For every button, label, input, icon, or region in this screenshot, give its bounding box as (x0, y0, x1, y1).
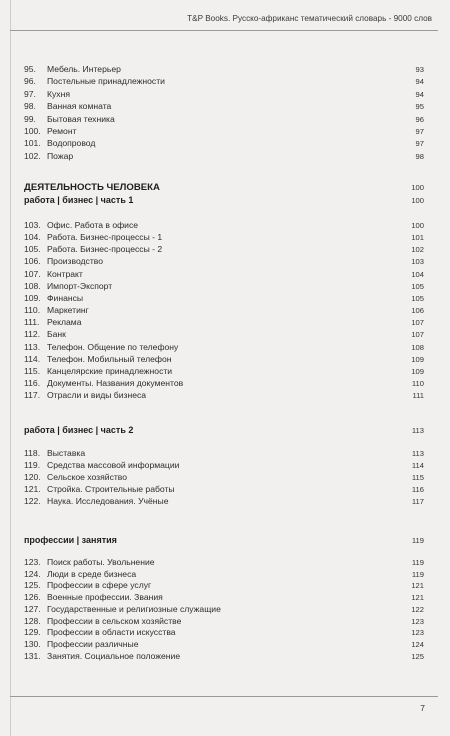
toc-entry[interactable] (24, 496, 424, 507)
toc-entry[interactable] (24, 557, 424, 568)
toc-entry-page: 96 (415, 114, 424, 124)
section-subheading[interactable] (24, 535, 424, 547)
section-subheading-page: 100 (411, 196, 424, 205)
toc-entry-number: 110. (24, 305, 41, 316)
toc-entry[interactable] (24, 616, 424, 627)
toc-entry[interactable] (24, 448, 424, 459)
toc-entry-number: 100. (24, 126, 41, 136)
toc-entry-page: 104 (411, 269, 424, 279)
toc-entry-page: 105 (411, 281, 424, 291)
toc-entry-page: 109 (411, 366, 424, 376)
running-header: T&P Books. Русско-африканс тематический словарь - 9000 слов (187, 14, 432, 23)
toc-entry-page: 113 (411, 449, 424, 458)
toc-entry-title: Военные профессии. Звания (47, 592, 163, 603)
toc-entry-page: 97 (415, 139, 424, 149)
toc-entry-title: Банк (47, 329, 66, 340)
toc-entry-number: 121. (24, 483, 41, 494)
toc-entry-page: 94 (415, 77, 424, 87)
toc-entry-number: 111. (24, 317, 40, 328)
toc-entry-page: 94 (415, 89, 424, 99)
toc-entry[interactable] (24, 138, 424, 149)
toc-entry-title: Бытовая техника (47, 113, 115, 124)
section-subheading[interactable] (24, 425, 424, 437)
toc-entry-number: 114. (24, 353, 41, 364)
toc-entry-title: Финансы (47, 292, 84, 303)
toc-entry[interactable] (24, 151, 424, 162)
toc-entry-page: 115 (411, 472, 424, 482)
toc-entry-title: Наука. Исследования. Учёные (47, 495, 169, 506)
toc-entry-page: 100 (411, 221, 424, 230)
toc-entry-number: 108. (24, 280, 41, 291)
toc-entry-page: 114 (411, 460, 424, 470)
toc-entry-page: 103 (411, 257, 424, 267)
toc-entry[interactable] (24, 460, 424, 471)
toc-entry-number: 106. (24, 256, 41, 267)
toc-entry-title: Занятия. Социальное положение (47, 650, 181, 661)
toc-entry-page: 106 (411, 306, 424, 316)
toc-entry-number: 98. (24, 101, 36, 112)
toc-entry-page: 122 (411, 604, 424, 614)
toc-entry-title: Реклама (47, 317, 82, 328)
toc-entry-number: 112. (24, 329, 41, 340)
section-subheading-title: работа | бизнес | часть 2 (24, 425, 134, 435)
toc-entry-title: Профессии в области искусства (47, 627, 176, 638)
toc-entry-page: 119 (411, 569, 424, 579)
page-number: 7 (420, 703, 425, 713)
toc-entry-number: 99. (24, 113, 36, 124)
toc-entry-title: Ванная комната (47, 101, 112, 112)
toc-entry-page: 123 (411, 628, 424, 638)
toc-entry-page: 111 (412, 391, 424, 401)
toc-entry-title: Маркетинг (47, 305, 89, 316)
toc-entry[interactable] (24, 114, 424, 125)
section-subheading-title: работа | бизнес | часть 1 (24, 195, 134, 205)
toc-entry-title: Телефон. Мобильный телефон (47, 353, 172, 364)
toc-entry-title: Телефон. Общение по телефону (47, 341, 179, 352)
section-heading[interactable] (24, 182, 424, 194)
toc-entry-title: Выставка (47, 448, 86, 458)
toc-entry[interactable] (24, 64, 424, 75)
toc-entry-number: 131. (24, 650, 41, 661)
toc-entry-number: 117. (24, 390, 41, 401)
toc-entry-page: 119 (411, 558, 424, 567)
toc-entry-number: 130. (24, 638, 41, 649)
section-heading-title: ДЕЯТЕЛЬНОСТЬ ЧЕЛОВЕКА (24, 182, 160, 193)
toc-entry-page: 102 (411, 245, 424, 255)
toc-entry[interactable] (24, 580, 424, 591)
toc-entry-number: 122. (24, 495, 41, 506)
toc-entry-number: 129. (24, 627, 41, 638)
toc-entry[interactable] (24, 220, 424, 231)
section-subheading-page: 113 (411, 426, 424, 435)
section-subheading[interactable] (24, 195, 424, 207)
toc-entry[interactable] (24, 639, 424, 650)
toc-entry[interactable] (24, 569, 424, 580)
toc-entry-title: Люди в среде бизнеса (47, 568, 137, 579)
toc-entry-page: 98 (415, 151, 424, 161)
footer-divider (10, 696, 438, 697)
toc-entry-page: 108 (411, 342, 424, 352)
toc-entry[interactable] (24, 604, 424, 615)
toc-entry-number: 104. (24, 232, 41, 243)
toc-entry-title: Работа. Бизнес-процессы - 2 (47, 244, 163, 255)
toc-entry-page: 125 (411, 651, 424, 661)
toc-entry[interactable] (24, 76, 424, 87)
toc-entry-title: Документы. Названия документов (47, 377, 184, 388)
toc-entry-title: Профессии в сельском хозяйстве (47, 615, 182, 626)
toc-entry[interactable] (24, 256, 424, 267)
toc-entry-title: Отрасли и виды бизнеса (47, 390, 147, 401)
toc-entry-title: Поиск работы. Увольнение (47, 557, 155, 567)
toc-entry-number: 125. (24, 580, 41, 591)
toc-entry-number: 113. (24, 341, 41, 352)
toc-entry[interactable] (24, 293, 424, 304)
toc-entry-number: 128. (24, 615, 41, 626)
toc-entry-title: Профессии в сфере услуг (47, 580, 152, 591)
toc-entry[interactable] (24, 101, 424, 112)
toc-entry-title: Стройка. Строительные работы (47, 483, 175, 494)
toc-entry-title: Водопровод (47, 138, 96, 149)
toc-entry[interactable] (24, 354, 424, 365)
toc-entry-title: Сельское хозяйство (47, 471, 128, 482)
toc-entry-page: 123 (411, 616, 424, 626)
toc-entry[interactable] (24, 317, 424, 328)
toc-entry-title: Средства массовой информации (47, 459, 180, 470)
toc-entry[interactable] (24, 342, 424, 353)
toc-entry[interactable] (24, 305, 424, 316)
toc-entry-number: 102. (24, 150, 41, 161)
toc-entry[interactable] (24, 89, 424, 100)
toc-entry-page: 121 (411, 593, 424, 603)
toc-entry[interactable] (24, 378, 424, 389)
toc-entry[interactable] (24, 126, 424, 137)
toc-entry-number: 101. (24, 138, 41, 149)
toc-entry[interactable] (24, 484, 424, 495)
toc-entry[interactable] (24, 281, 424, 292)
toc-entry-number: 126. (24, 592, 41, 603)
section-subheading-page: 119 (411, 536, 424, 545)
toc-entry[interactable] (24, 329, 424, 340)
toc-entry-number: 97. (24, 88, 36, 99)
toc-entry-number: 103. (24, 220, 41, 230)
toc-entry-page: 107 (411, 330, 424, 340)
toc-entry[interactable] (24, 269, 424, 280)
toc-entry-title: Профессии различные (47, 638, 139, 649)
toc-entry[interactable] (24, 390, 424, 401)
toc-entry-number: 119. (24, 459, 41, 470)
toc-entry[interactable] (24, 592, 424, 603)
toc-entry-page: 110 (411, 378, 424, 388)
toc-entry-number: 120. (24, 471, 41, 482)
toc-entry-number: 109. (24, 292, 41, 303)
toc-entry-number: 107. (24, 268, 41, 279)
toc-entry-title: Работа. Бизнес-процессы - 1 (47, 232, 163, 243)
toc-entry-number: 118. (24, 448, 41, 458)
toc-entry[interactable] (24, 651, 424, 662)
toc-entry-number: 115. (24, 365, 41, 376)
toc-entry-page: 95 (415, 102, 424, 112)
toc-entry-page: 93 (415, 65, 424, 74)
toc-entry-page: 107 (411, 318, 424, 328)
toc-entry-page: 109 (411, 354, 424, 364)
section-subheading-title: профессии | занятия (24, 535, 117, 545)
toc-entry[interactable] (24, 366, 424, 377)
toc-entry-page: 124 (411, 639, 424, 649)
toc-entry-number: 96. (24, 76, 36, 87)
toc-entry-title: Государственные и религиозные служащие (47, 603, 221, 614)
toc-entry-title: Офис. Работа в офисе (47, 220, 139, 230)
toc-entry-page: 116 (411, 484, 424, 494)
toc-entry-title: Кухня (47, 88, 70, 99)
toc-entry-number: 123. (24, 557, 41, 567)
toc-entry-page: 121 (411, 581, 424, 591)
toc-entry-title: Импорт-Экспорт (47, 280, 113, 291)
section-heading-page: 100 (411, 183, 424, 192)
toc-entry-title: Канцелярские принадлежности (47, 365, 173, 376)
toc-entry-number: 116. (24, 377, 41, 388)
toc-entry[interactable] (24, 472, 424, 483)
toc-entry[interactable] (24, 244, 424, 255)
toc-entry-title: Ремонт (47, 126, 77, 136)
toc-entry-number: 124. (24, 568, 41, 579)
toc-entry[interactable] (24, 232, 424, 243)
toc-entry-title: Контракт (47, 268, 83, 279)
toc-entry[interactable] (24, 627, 424, 638)
toc-entry-number: 127. (24, 603, 41, 614)
toc-entry-number: 105. (24, 244, 41, 255)
toc-entry-page: 97 (415, 127, 424, 136)
toc-entry-page: 117 (411, 496, 424, 506)
toc-entry-title: Постельные принадлежности (47, 76, 165, 87)
toc-entry-title: Производство (47, 256, 104, 267)
toc-entry-page: 105 (411, 293, 424, 303)
toc-entry-page: 101 (411, 233, 424, 243)
toc-entry-title: Пожар (47, 150, 74, 161)
toc-entry-number: 95. (24, 64, 36, 74)
toc-entry-title: Мебель. Интерьер (47, 64, 121, 74)
